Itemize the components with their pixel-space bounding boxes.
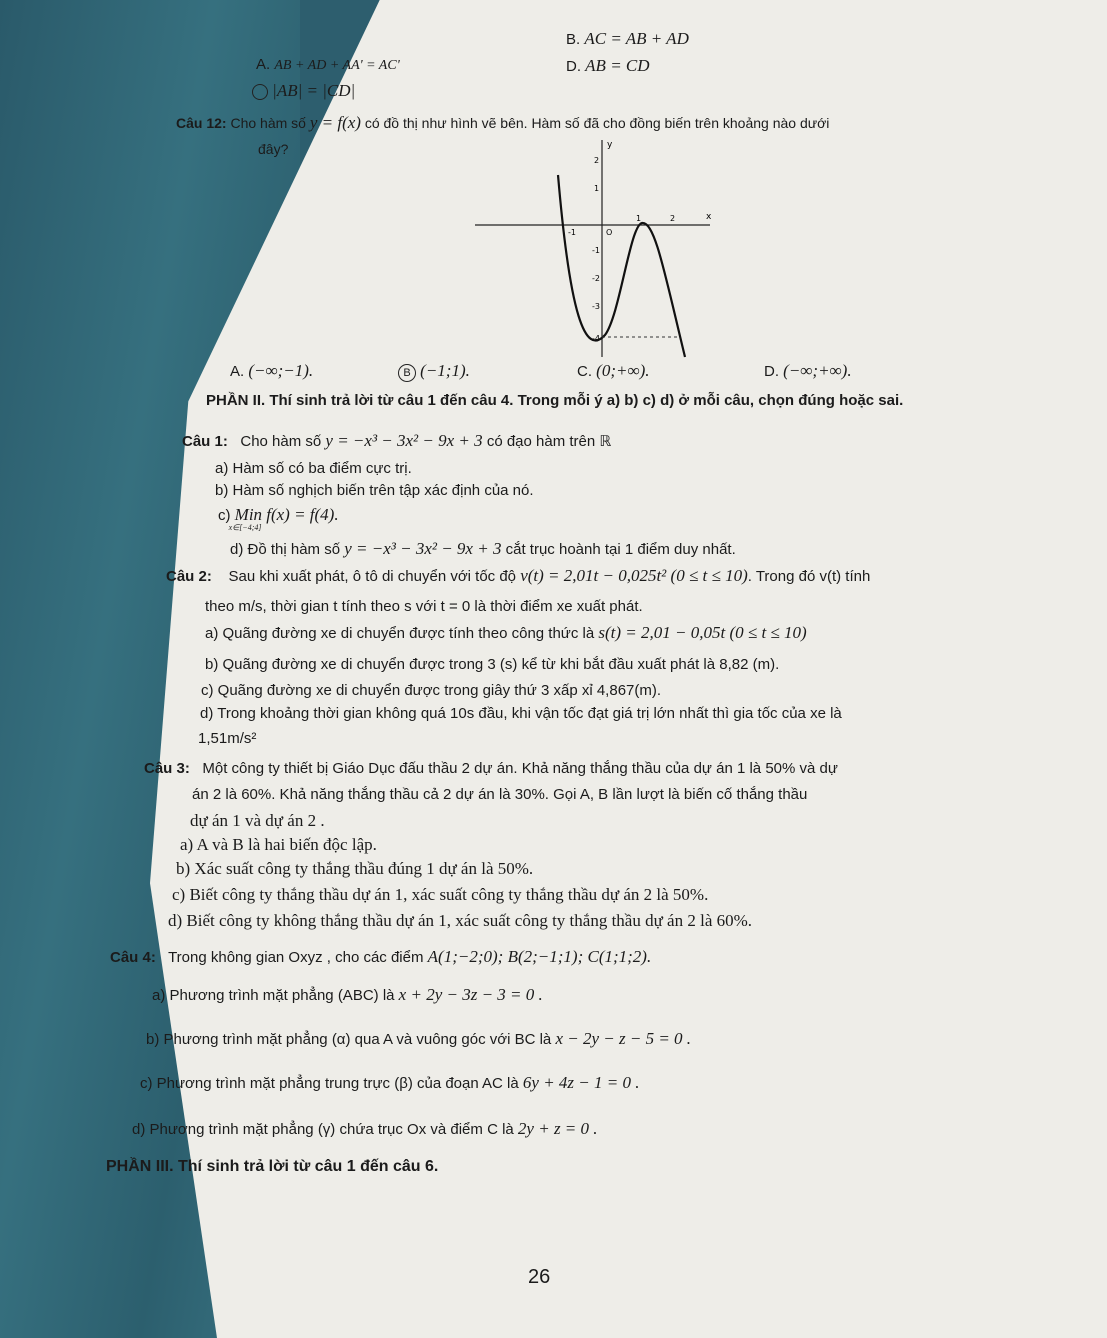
function-graph <box>470 135 720 365</box>
y-tick-neg4: -4 <box>592 334 600 343</box>
y-tick-neg3: -3 <box>592 302 600 311</box>
c1-c: c) Min x∈[−4;4] f(x) = f(4). <box>218 505 339 532</box>
vector-eq-d: AB = CD <box>585 56 650 75</box>
part-3-heading: PHẦN III. Thí sinh trả lời từ câu 1 đến câu 6. <box>106 1158 439 1175</box>
c2-line2: theo m/s, thời gian t tính theo s với t = 0 là thời điểm xe xuất phát. <box>205 598 643 615</box>
q12-option-a: A. (−∞;−1). <box>230 361 314 380</box>
c3-l2: án 2 là 60%. Khả năng thắng thầu cả 2 dự án là 30%. Gọi A, B lần lượt là biến cố thắng thầu <box>192 786 808 803</box>
question-12-cont: đây? <box>258 141 289 157</box>
c1-a: a) Hàm số có ba điểm cực trị. <box>215 460 412 477</box>
c1-d: d) Đồ thị hàm số y = −x³ − 3x² − 9x + 3 cắt trục hoành tại 1 điểm duy nhất. <box>230 539 736 558</box>
c3-b: b) Xác suất công ty thắng thầu đúng 1 dự án là 50%. <box>176 859 534 878</box>
c2-stem: Câu 2: Sau khi xuất phát, ô tô di chuyển với tốc độ v(t) = 2,01t − 0,025t² (0 ≤ t ≤ 10). Trong đó v(t) tính <box>166 566 871 585</box>
circle-mark-icon <box>252 84 268 100</box>
vector-eq-c: |AB| = |CD| <box>272 81 356 100</box>
y-tick-neg1: -1 <box>592 246 600 255</box>
option-d-top: D. AB = CD <box>566 56 650 75</box>
c2-d2: 1,51m/s² <box>198 730 257 747</box>
part-2-heading: PHẦN II. Thí sinh trả lời từ câu 1 đến câu 4. Trong mỗi ý a) b) c) d) ở mỗi câu, chọn đúng hoặc sai. <box>206 392 904 409</box>
option-a-top: A. AB + AD + AA' = AC' <box>256 56 400 73</box>
c3-l3: dự án 1 và dự án 2 . <box>190 811 325 830</box>
c2-d: d) Trong khoảng thời gian không quá 10s đầu, khi vận tốc đạt giá trị lớn nhất thì gia tốc của xe là <box>200 705 842 722</box>
option-c-top <box>252 82 355 101</box>
option-b-top: B. AC = AB + AD <box>566 29 689 48</box>
y-tick-1: 1 <box>594 184 600 193</box>
question-12: Câu 12: Cho hàm số y = f(x) có đồ thị như hình vẽ bên. Hàm số đã cho đồng biến trên khoảng nào dưới <box>176 113 830 132</box>
y-tick-2: 2 <box>594 156 600 165</box>
c4-stem: Câu 4: Trong không gian Oxyz , cho các điểm A(1;−2;0); B(2;−1;1); C(1;1;2). <box>110 947 652 966</box>
c3-d: d) Biết công ty không thắng thầu dự án 1, xác suất công ty thắng thầu dự án 2 là 60%. <box>168 911 753 930</box>
q12-option-d: D. (−∞;+∞). <box>764 361 852 380</box>
y-tick-neg2: -2 <box>592 274 600 283</box>
vector-eq-b: AC = AB + AD <box>584 29 689 48</box>
c1-stem: Câu 1: Cho hàm số y = −x³ − 3x² − 9x + 3 có đạo hàm trên ℝ <box>182 431 612 450</box>
c3-c: c) Biết công ty thắng thầu dự án 1, xác suất công ty thắng thầu dự án 2 là 50%. <box>172 885 709 904</box>
c3-stem: Câu 3: Một công ty thiết bị Giáo Dục đấu thầu 2 dự án. Khả năng thắng thầu của dự án 1 là 50% và dự <box>144 760 838 777</box>
y-axis-label: y <box>607 140 613 150</box>
c2-c: c) Quãng đường xe di chuyển được trong giây thứ 3 xấp xỉ 4,867(m). <box>201 682 662 699</box>
c4-b: b) Phương trình mặt phẳng (α) qua A và vuông góc với BC là x − 2y − z − 5 = 0 . <box>146 1029 692 1048</box>
c4-a: a) Phương trình mặt phẳng (ABC) là x + 2y − 3z − 3 = 0 . <box>152 985 543 1004</box>
x-tick-1: 1 <box>636 214 642 223</box>
x-tick-2: 2 <box>670 214 676 223</box>
page-number: 26 <box>528 1266 551 1288</box>
cubic-curve <box>558 175 685 357</box>
origin-label: O <box>606 228 613 237</box>
vector-eq-a: AB + AD + AA' = AC' <box>274 58 400 73</box>
c4-c: c) Phương trình mặt phẳng trung trực (β) của đoạn AC là 6y + 4z − 1 = 0 . <box>140 1073 640 1092</box>
x-tick-neg1: -1 <box>568 228 576 237</box>
x-axis-label: x <box>706 212 712 222</box>
q12-option-c: C. (0;+∞). <box>577 361 650 380</box>
c1-b: b) Hàm số nghịch biến trên tập xác định của nó. <box>215 482 534 499</box>
c2-a: a) Quãng đường xe di chuyển được tính theo công thức là s(t) = 2,01 − 0,05t (0 ≤ t ≤ 10) <box>205 623 807 642</box>
c3-a: a) A và B là hai biến độc lập. <box>180 835 377 854</box>
c2-b: b) Quãng đường xe di chuyển được trong 3 (s) kể từ khi bắt đầu xuất phát là 8,82 (m). <box>205 656 780 673</box>
q12-option-b: B (−1;1). <box>398 362 470 382</box>
c4-d: d) Phương trình mặt phẳng (γ) chứa trục Ox và điểm C là 2y + z = 0 . <box>132 1119 598 1138</box>
